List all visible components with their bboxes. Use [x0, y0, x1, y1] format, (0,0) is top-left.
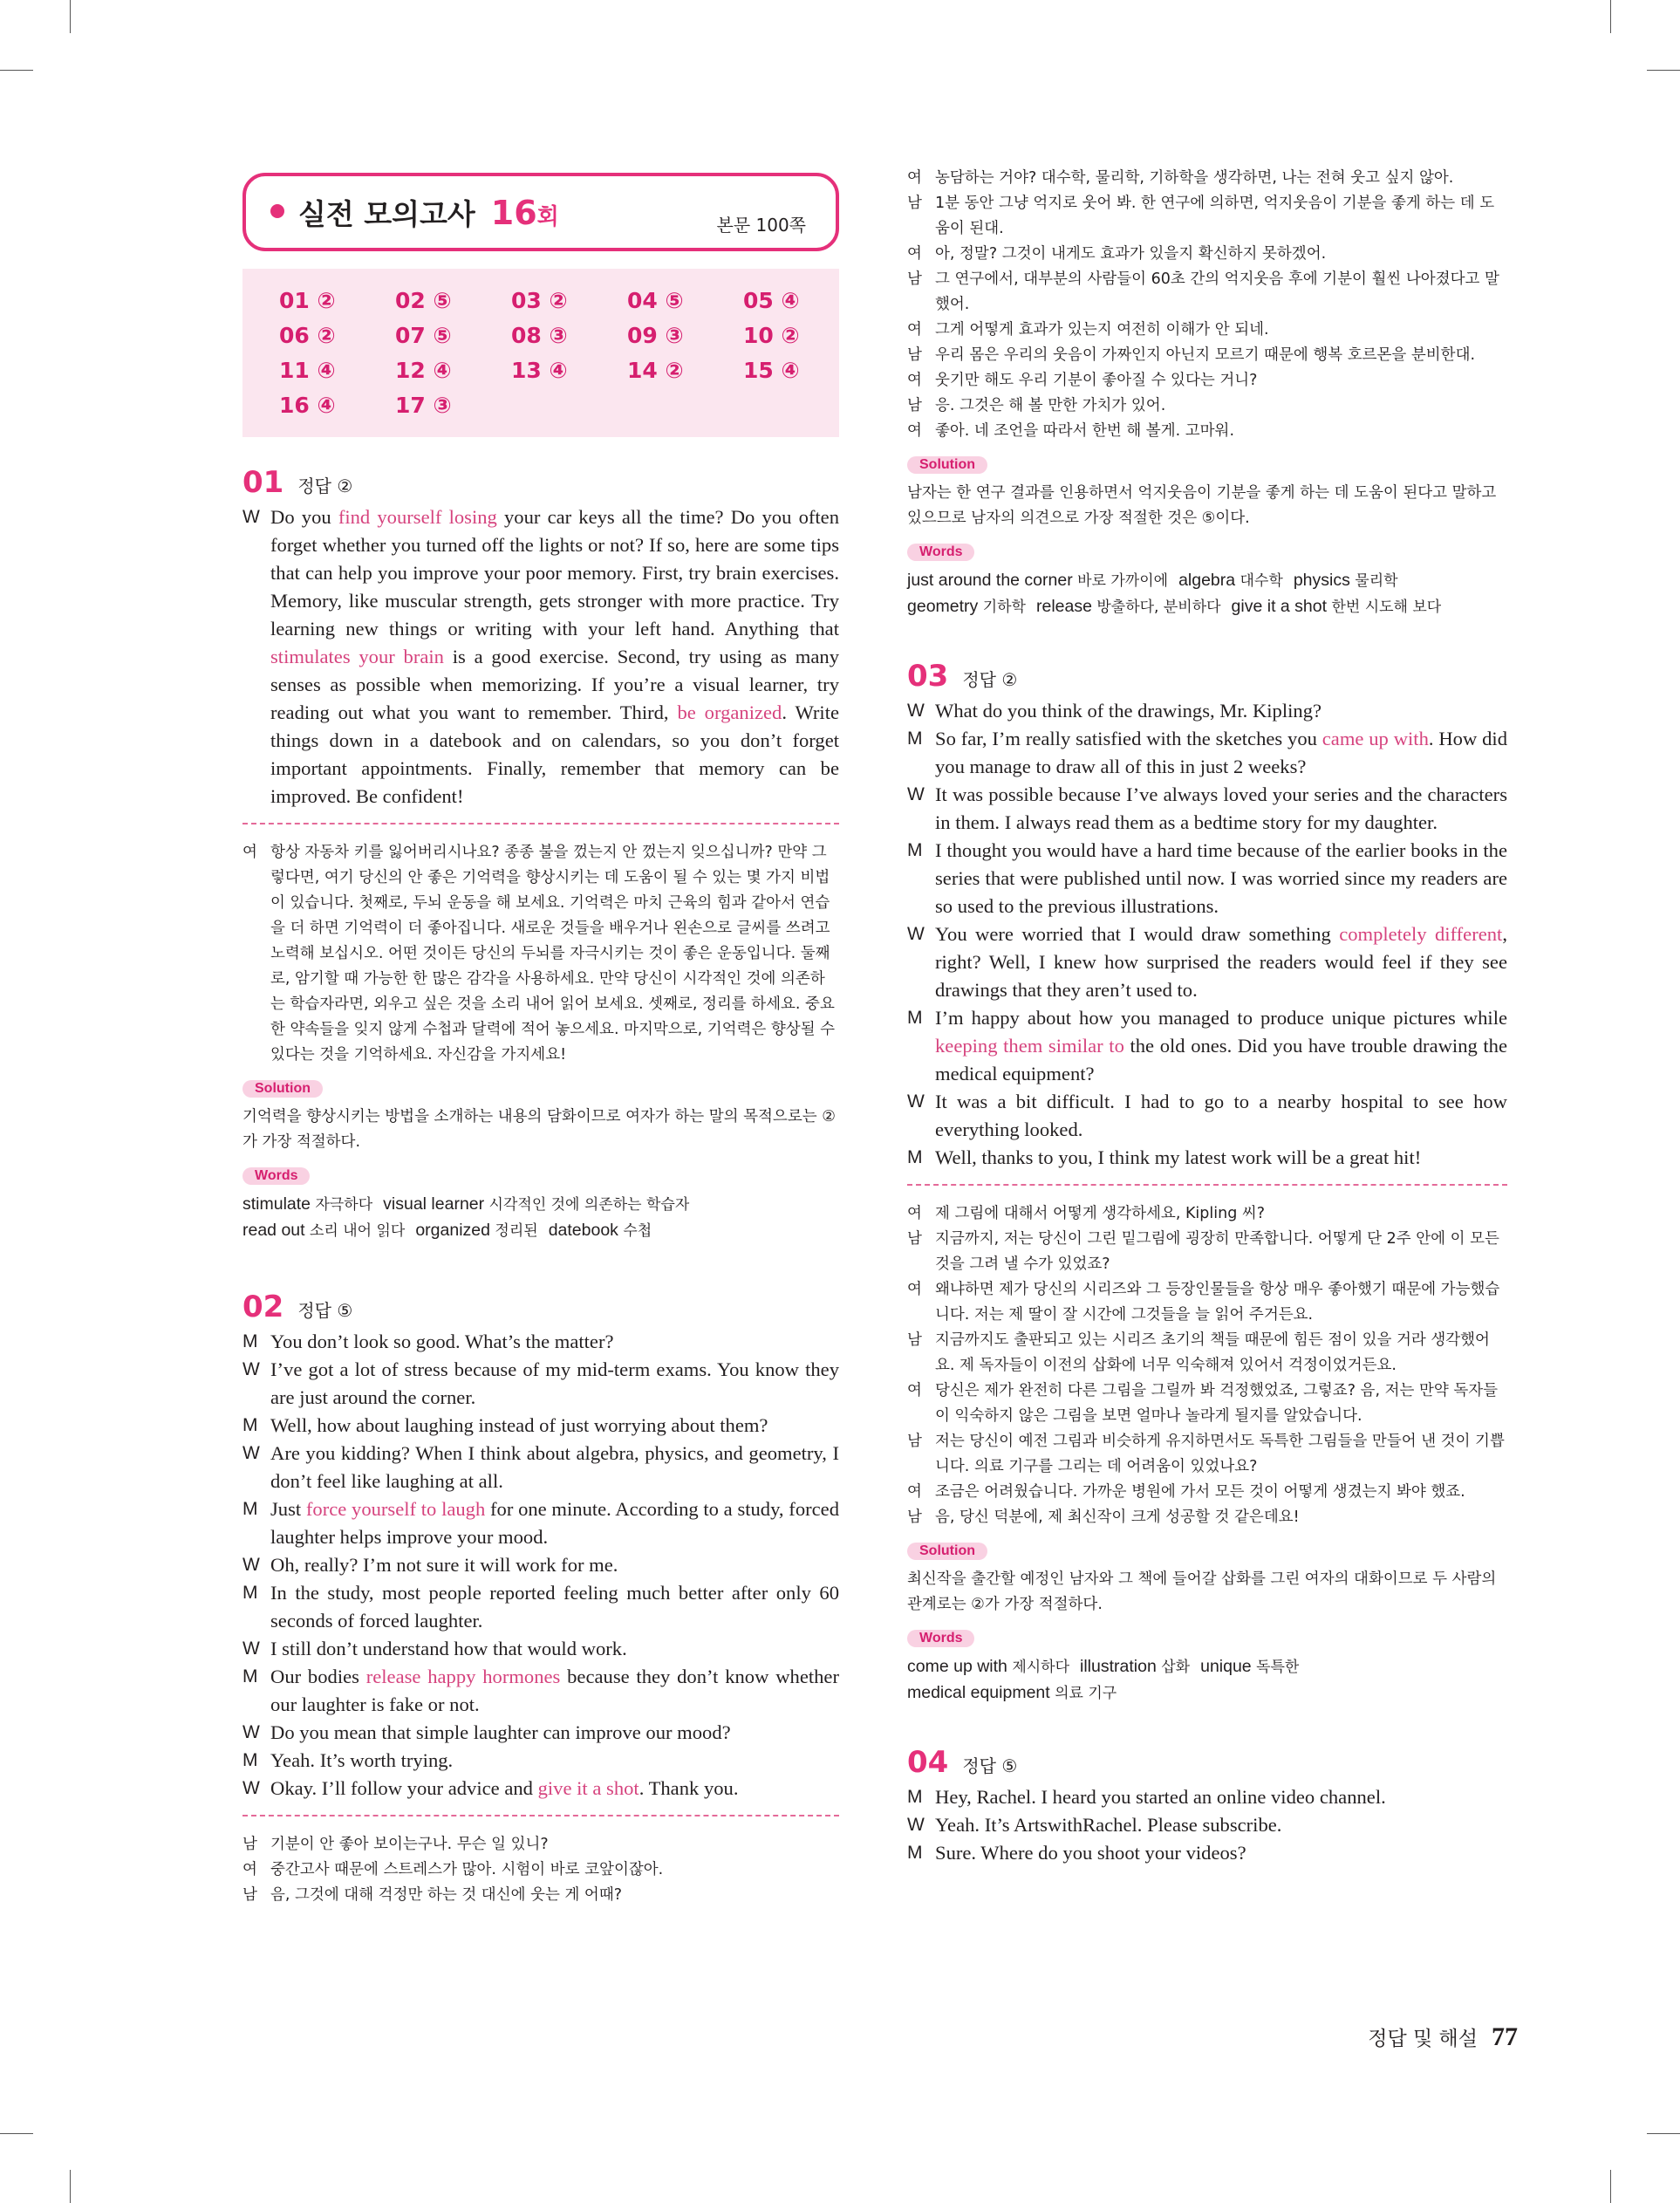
- dialogue-script: [907, 1783, 1507, 1867]
- speaker-tag: 남: [907, 1509, 922, 1526]
- translation-line: [907, 1201, 1507, 1227]
- translation-text: 당신은 제가 완전히 다른 그림을 그릴까 봐 걱정했었죠, 그렇죠? 음, 저는 만약 독자들이 익숙하지 않은 그림을 보면 얼마나 놀라게 될지를 알았습니다.: [935, 1382, 1499, 1425]
- speaker-tag: 남: [242, 1886, 257, 1904]
- crop-mark: [70, 0, 71, 33]
- answer-item: 13 ④: [511, 358, 568, 383]
- crop-mark: [1647, 2133, 1680, 2134]
- word-english: medical equipment: [907, 1683, 1055, 1702]
- translation-line: [907, 419, 1507, 444]
- translation-line: [907, 1480, 1507, 1505]
- word-korean: 한번 시도해 보다: [1331, 599, 1442, 616]
- speaker-tag: M: [907, 1147, 923, 1167]
- translation-line: [907, 1227, 1507, 1277]
- text-run: Well, how about laughing instead of just worrying about them?: [270, 1414, 768, 1436]
- words-row: [907, 568, 1507, 594]
- translation-line: [907, 368, 1507, 393]
- translation-text: 그 연구에서, 대부분의 사람들이 60초 간의 억지웃음 후에 기분이 훨씬 나아졌다고 말했어.: [935, 270, 1499, 313]
- test-header: [242, 173, 839, 251]
- text-run: In the study, most people reported feeling much better after only 60 seconds of forced laughter.: [270, 1582, 839, 1632]
- speaker-tag: M: [242, 1415, 258, 1435]
- highlighted-phrase: find yourself losing: [338, 506, 497, 528]
- words-row: [242, 1218, 839, 1244]
- answer-item: 01 ②: [279, 288, 336, 313]
- question-header-01: [242, 465, 839, 503]
- word-english: give it a shot: [1231, 597, 1332, 616]
- script-line: [907, 1004, 1507, 1088]
- speaker-tag: 남: [907, 1331, 922, 1349]
- answer-item: 07 ⑤: [395, 323, 452, 348]
- speaker-tag: W: [242, 1443, 260, 1463]
- speaker-tag: W: [242, 1778, 260, 1798]
- speaker-tag: W: [242, 1555, 260, 1575]
- script-line: [242, 1747, 839, 1775]
- word-korean: 시각적인 것에 의존하는 학습자: [488, 1196, 690, 1214]
- text-run: You were worried that I would draw something: [935, 923, 1340, 945]
- answer-item: 17 ③: [395, 393, 452, 418]
- speaker-tag: 여: [242, 844, 257, 861]
- script-line: [907, 1783, 1507, 1811]
- word-english: come up with: [907, 1657, 1013, 1676]
- answer-item: 16 ④: [279, 393, 336, 418]
- page-footer: [1343, 2022, 1518, 2052]
- speaker-tag: 남: [907, 270, 922, 288]
- answer-item: 11 ④: [279, 358, 336, 383]
- answer-item: 06 ②: [279, 323, 336, 348]
- script-line: [907, 697, 1507, 725]
- crop-mark: [0, 70, 33, 71]
- dialogue-script: [907, 697, 1507, 1172]
- question-number: 03: [907, 659, 949, 694]
- script-line: [242, 1635, 839, 1663]
- translation-line: [242, 1883, 839, 1908]
- speaker-tag: 여: [907, 1205, 922, 1222]
- speaker-tag: W: [242, 1359, 260, 1379]
- answer-item: 10 ②: [743, 323, 800, 348]
- speaker-tag: 남: [907, 1230, 922, 1248]
- script-line: [242, 1579, 839, 1635]
- text-run: is a good exercise. Second, try using as many senses as possible when memorizing. If you’re a visual learner, try reading out what you want to remember. Third,: [270, 646, 839, 723]
- script-line: [242, 1663, 839, 1719]
- korean-translation: [242, 1832, 839, 1908]
- words-row: [907, 594, 1507, 620]
- text-run: Yeah. It’s worth trying.: [270, 1749, 454, 1771]
- script-line: [242, 503, 839, 811]
- translation-text: 제 그림에 대해서 어떻게 생각하세요, Kipling 씨?: [935, 1205, 1266, 1222]
- answer-item: 14 ②: [627, 358, 684, 383]
- translation-line: [907, 1429, 1507, 1480]
- question-number: 02: [242, 1290, 284, 1324]
- text-run: Well, thanks to you, I think my latest work will be a great hit!: [935, 1146, 1422, 1168]
- translation-text: 1분 동안 그냥 억지로 웃어 봐. 한 연구에 의하면, 억지웃음이 기분을 좋게 하는 데 도움이 된대.: [935, 195, 1495, 237]
- word-korean: 소리 내어 읽다: [309, 1222, 406, 1240]
- translation-line: [242, 1832, 839, 1857]
- text-run: I still don’t understand how that would work.: [270, 1638, 627, 1659]
- speaker-tag: M: [242, 1666, 258, 1686]
- answer-item: 03 ②: [511, 288, 568, 313]
- speaker-tag: 남: [907, 195, 922, 212]
- text-run: I’ve got a lot of stress because of my mid-term exams. You know they are just around the corner.: [270, 1358, 839, 1408]
- highlighted-phrase: force yourself to laugh: [305, 1498, 486, 1520]
- question-header-04: [907, 1745, 1507, 1783]
- translation-line: [907, 1277, 1507, 1328]
- words-badge: Words: [242, 1167, 310, 1185]
- speaker-tag: M: [907, 1008, 923, 1028]
- text-run: Hey, Rachel. I heard you started an online video channel.: [935, 1786, 1386, 1808]
- translation-text: 웃기만 해도 우리 기분이 좋아질 수 있다는 거니?: [935, 372, 1258, 389]
- script-line: [907, 725, 1507, 781]
- text-run: So far, I’m really satisfied with the sketches you: [935, 728, 1322, 749]
- script-line: [242, 1495, 839, 1551]
- script-line: [242, 1328, 839, 1356]
- highlighted-phrase: be organized: [677, 701, 782, 723]
- translation-line: [907, 166, 1507, 191]
- script-line: [242, 1775, 839, 1803]
- translation-text: 농담하는 거야? 대수학, 물리학, 기하학을 생각하면, 나는 전혀 웃고 싶지 않아.: [935, 169, 1454, 187]
- translation-text: 기분이 안 좋아 보이는구나. 무슨 일 있니?: [270, 1836, 549, 1853]
- divider: [242, 1815, 839, 1816]
- page-number: 77: [1492, 2022, 1518, 2051]
- text-run: , right? Well, I knew how surprised the readers would feel if they see drawings that they aren’t used to.: [935, 923, 1507, 1001]
- solution-badge: Solution: [242, 1080, 323, 1098]
- translation-line: [907, 343, 1507, 368]
- answer-label: 정답 ②: [962, 669, 1018, 690]
- word-korean: 의료 기구: [1055, 1685, 1117, 1702]
- crop-mark: [0, 2133, 33, 2134]
- question-header-03: [907, 659, 1507, 697]
- script-line: [907, 837, 1507, 920]
- answer-item: 04 ⑤: [627, 288, 684, 313]
- text-run: I’m happy about how you managed to produce unique pictures while: [935, 1007, 1507, 1029]
- translation-text: 음, 당신 덕분에, 제 최신작이 크게 성공할 것 같은데요!: [935, 1509, 1300, 1526]
- speaker-tag: W: [907, 1815, 925, 1835]
- answer-label: 정답 ⑤: [297, 1300, 353, 1321]
- word-korean: 삽화: [1161, 1659, 1191, 1676]
- answer-item: 12 ④: [395, 358, 452, 383]
- word-korean: 기하학: [982, 599, 1026, 616]
- korean-translation: [907, 1201, 1507, 1530]
- translation-line: [907, 393, 1507, 419]
- speaker-tag: W: [242, 1639, 260, 1659]
- translation-line: [907, 1328, 1507, 1379]
- text-run: Sure. Where do you shoot your videos?: [935, 1842, 1246, 1864]
- answer-item: 02 ⑤: [395, 288, 452, 313]
- crop-mark: [70, 2170, 71, 2203]
- word-english: read out: [242, 1221, 310, 1240]
- translation-line: [242, 840, 839, 1068]
- word-korean: 독특한: [1256, 1659, 1300, 1676]
- script-line: [242, 1440, 839, 1495]
- word-korean: 방출하다, 분비하다: [1096, 599, 1221, 616]
- text-run: It was a bit difficult. I had to go to a nearby hospital to see how everything looked.: [935, 1091, 1507, 1140]
- text-run: your car keys all the time? Do you often forget whether you turned off the lights or not? If so, here are some tips that can help you improve your poor memory. First, try brain exercises. Memory, like muscular strength, gets stronger with more practice. Try learning new things or writing with your left hand. Anything that: [270, 506, 839, 640]
- speaker-tag: M: [242, 1583, 258, 1603]
- page-reference: 본문 100쪽: [716, 215, 806, 236]
- crop-mark: [1610, 0, 1611, 33]
- text-run: Do you: [270, 506, 338, 528]
- dialogue-script: [242, 1328, 839, 1803]
- translation-line: [242, 1857, 839, 1883]
- solution-text: 남자는 한 연구 결과를 인용하면서 억지웃음이 기분을 좋게 하는 데 도움이 된다고 말하고 있으므로 남자의 의견으로 가장 적절한 것은 ⑤이다.: [907, 484, 1497, 527]
- highlighted-phrase: keeping them similar to: [935, 1035, 1124, 1057]
- text-run: because they don’t know whether our laughter is fake or not.: [270, 1666, 839, 1715]
- text-run: . Thank you.: [639, 1777, 739, 1799]
- text-run: What do you think of the drawings, Mr. Kipling?: [935, 700, 1322, 722]
- script-line: [907, 920, 1507, 1004]
- translation-line: [907, 1505, 1507, 1530]
- translation-text: 응. 그것은 해 볼 만한 가치가 있어.: [935, 397, 1166, 414]
- translation-line: [907, 267, 1507, 318]
- text-run: It was possible because I’ve always loved your series and the characters in them. I always read them as a bedtime story for my daughter.: [935, 783, 1507, 833]
- speaker-tag: W: [907, 701, 925, 721]
- word-english: illustration: [1080, 1657, 1162, 1676]
- script-line: [907, 1088, 1507, 1144]
- speaker-tag: 여: [907, 372, 922, 389]
- korean-translation: [242, 840, 839, 1068]
- speaker-tag: M: [242, 1750, 258, 1770]
- solution-badge: Solution: [907, 1543, 987, 1560]
- divider: [242, 823, 839, 824]
- speaker-tag: W: [907, 924, 925, 944]
- words-list: [907, 1654, 1507, 1707]
- highlighted-phrase: completely different: [1339, 923, 1503, 945]
- translation-text: 조금은 어려웠습니다. 가까운 병원에 가서 모든 것이 어떻게 생겼는지 봐야 했죠.: [935, 1483, 1465, 1501]
- translation-text: 왜냐하면 제가 당신의 시리즈와 그 등장인물들을 항상 매우 좋아했기 때문에 가능했습니다. 저는 제 딸이 잘 시간에 그것들을 늘 읽어 주거든요.: [935, 1281, 1500, 1324]
- highlighted-phrase: stimulates your brain: [270, 646, 444, 667]
- words-row: [242, 1192, 839, 1218]
- translation-line: [907, 191, 1507, 242]
- text-run: Are you kidding? When I think about algebra, physics, and geometry, I don’t feel like laughing at all.: [270, 1442, 839, 1492]
- speaker-tag: M: [242, 1331, 258, 1351]
- text-run: Just: [270, 1498, 306, 1520]
- text-run: I thought you would have a hard time because of the earlier books in the series that were published until now. I was worried since my readers are so used to the previous illustrations.: [935, 839, 1507, 917]
- word-english: just around the corner: [907, 571, 1078, 590]
- word-english: unique: [1200, 1657, 1257, 1676]
- answer-item: 05 ④: [743, 288, 800, 313]
- right-column: [907, 166, 1507, 1867]
- test-title: 실전 모의고사 16회: [298, 194, 559, 232]
- speaker-tag: M: [242, 1499, 258, 1519]
- text-run: Yeah. It’s ArtswithRachel. Please subscribe.: [935, 1814, 1282, 1836]
- speaker-tag: M: [907, 1787, 923, 1807]
- word-english: stimulate: [242, 1194, 316, 1214]
- translation-text: 아, 정말? 그것이 내게도 효과가 있을지 확신하지 못하겠어.: [935, 245, 1327, 263]
- speaker-tag: W: [907, 784, 925, 804]
- translation-line: [907, 242, 1507, 267]
- word-english: visual learner: [383, 1194, 489, 1214]
- crop-mark: [1647, 70, 1680, 71]
- solution-text: 기억력을 향상시키는 방법을 소개하는 내용의 담화이므로 여자가 하는 말의 목적으로는 ②가 가장 적절하다.: [242, 1108, 836, 1151]
- speaker-tag: W: [242, 1722, 260, 1742]
- words-badge: Words: [907, 1630, 974, 1647]
- words-list: [242, 1192, 839, 1244]
- translation-text: 그게 어떻게 효과가 있는지 여전히 이해가 안 되네.: [935, 321, 1269, 339]
- script-line: [242, 1551, 839, 1579]
- highlighted-phrase: give it a shot: [537, 1777, 639, 1799]
- question-number: 01: [242, 465, 284, 500]
- text-run: Our bodies: [270, 1666, 366, 1687]
- speaker-tag: 남: [907, 1433, 922, 1450]
- speaker-tag: 여: [907, 1382, 922, 1399]
- script-line: [907, 781, 1507, 837]
- script-text: [270, 506, 839, 807]
- speaker-tag: 여: [907, 422, 922, 440]
- translation-text: 음, 그것에 대해 걱정만 하는 것 대신에 웃는 게 어때?: [270, 1886, 623, 1904]
- speaker-tag: W: [242, 507, 260, 527]
- speaker-tag: 여: [907, 321, 922, 339]
- translation-text: 지금까지, 저는 당신이 그린 밑그림에 굉장히 만족합니다. 어떻게 단 2주 안에 이 모든 것을 그려 낼 수가 있었죠?: [935, 1230, 1499, 1273]
- speaker-tag: 여: [907, 169, 922, 187]
- word-korean: 물리학: [1355, 572, 1398, 590]
- translation-line: [907, 1379, 1507, 1429]
- answer-key-grid: [242, 269, 839, 437]
- highlighted-phrase: release happy hormones: [365, 1666, 561, 1687]
- speaker-tag: 여: [907, 245, 922, 263]
- translation-text: 저는 당신이 예전 그림과 비슷하게 유지하면서도 독특한 그림들을 만들어 낸 것이 기쁩니다. 의료 기구를 그리는 데 어려움이 있었나요?: [935, 1433, 1505, 1475]
- solution-badge: Solution: [907, 456, 987, 474]
- answer-item: 08 ③: [511, 323, 568, 348]
- speaker-tag: M: [907, 729, 923, 749]
- crop-mark: [1610, 2170, 1611, 2203]
- answer-item: 09 ③: [627, 323, 684, 348]
- footer-label: 정답 및 해설: [1368, 2028, 1478, 2050]
- word-korean: 자극하다: [315, 1196, 373, 1214]
- script-line: [242, 1412, 839, 1440]
- speaker-tag: 남: [907, 346, 922, 364]
- script-line: [242, 1719, 839, 1747]
- translation-text: 중간고사 때문에 스트레스가 많아. 시험이 바로 코앞이잖아.: [270, 1861, 664, 1878]
- translation-line: [907, 318, 1507, 343]
- question-number: 04: [907, 1745, 949, 1780]
- word-english: physics: [1293, 571, 1356, 590]
- answer-label: 정답 ⑤: [962, 1755, 1018, 1776]
- text-run: You don’t look so good. What’s the matter?: [270, 1331, 614, 1352]
- text-run: Okay. I’ll follow your advice and: [270, 1777, 538, 1799]
- translation-text: 지금까지도 출판되고 있는 시리즈 초기의 책들 때문에 힘든 점이 있을 거라 생각했어요. 제 독자들이 이전의 삽화에 너무 익숙해져 있어서 걱정이었거든요.: [935, 1331, 1490, 1374]
- text-run: Oh, really? I’m not sure it will work for me.: [270, 1554, 618, 1576]
- translation-text: 우리 몸은 우리의 웃음이 가짜인지 아닌지 모르기 때문에 행복 호르몬을 분비한대.: [935, 346, 1476, 364]
- word-english: organized: [415, 1221, 495, 1240]
- speaker-tag: M: [907, 1843, 923, 1863]
- solution-text: 최신작을 출간할 예정인 남자와 그 책에 들어갈 삽화를 그린 여자의 대화이므로 두 사람의 관계로는 ②가 가장 적절하다.: [907, 1570, 1497, 1613]
- script-line: [907, 1839, 1507, 1867]
- answer-label: 정답 ②: [297, 475, 353, 496]
- word-korean: 대수학: [1240, 572, 1283, 590]
- answer-item: 15 ④: [743, 358, 800, 383]
- speaker-tag: 여: [242, 1861, 257, 1878]
- text-run: . Write things down in a datebook and on calendars, so you don’t forget important appointments. Finally, remember that memory can be improved. Be confident!: [270, 701, 839, 807]
- text-run: Do you mean that simple laughter can improve our mood?: [270, 1721, 731, 1743]
- text-run: . How did you manage to draw all of this in just 2 weeks?: [935, 728, 1507, 777]
- translation-text: 좋아. 네 조언을 따라서 한번 해 볼게. 고마워.: [935, 422, 1235, 440]
- word-korean: 제시하다: [1012, 1659, 1070, 1676]
- text-run: for one minute. According to a study, forced laughter helps improve your mood.: [270, 1498, 840, 1548]
- word-korean: 정리된: [495, 1222, 538, 1240]
- speaker-tag: 남: [242, 1836, 257, 1853]
- word-english: geometry: [907, 597, 983, 616]
- left-column: [242, 166, 839, 1908]
- test-number-suffix: 회: [536, 204, 559, 230]
- monologue-script: [242, 503, 839, 811]
- speaker-tag: M: [907, 840, 923, 860]
- word-english: algebra: [1178, 571, 1240, 590]
- bullet-dot-icon: [270, 204, 284, 218]
- word-korean: 바로 가까이에: [1077, 572, 1169, 590]
- translation-text: 항상 자동차 키를 잃어버리시나요? 종종 불을 껐는지 안 껐는지 잊으십니까? 만약 그렇다면, 여기 당신의 안 좋은 기억력을 향상시키는 데 도움이 될 수 있는 몇 가지 비법이 있습니다. 첫째로, 두뇌 운동을 해 보세요. 기억력은 마치 근육의 힘과 같아서 연습을 더 하면 기억력이 더 좋아집니다. 새로운 것들을 배우거나 왼손으로 글씨를 쓰려고 노력해 보십시오. 어떤 것이든 당신의 두뇌를 자극시키는 것이 좋은 운동입니다. 둘째로, 암기할 때 가능한 한 많은 감각을 사용하세요. 만약 당신이 시각적인 것에 의존하는 학습자라면, 외우고 싶은 것을 소리 내어 읽어 보세요. 셋째로, 정리를 하세요. 중요한 약속들을 잊지 않게 수첩과 달력에 적어 놓으세요. 마지막으로, 기억력은 향상될 수 있다는 것을 기억하세요. 자신감을 가지세요!: [270, 844, 836, 1064]
- speaker-tag: 여: [907, 1483, 922, 1501]
- korean-translation-continued: [907, 166, 1507, 444]
- word-english: datebook: [548, 1221, 624, 1240]
- test-number: 16: [490, 194, 537, 232]
- divider: [907, 1184, 1507, 1186]
- highlighted-phrase: came up with: [1321, 728, 1429, 749]
- words-row: [907, 1654, 1507, 1680]
- words-row: [907, 1680, 1507, 1707]
- speaker-tag: W: [907, 1091, 925, 1112]
- word-korean: 수첩: [623, 1222, 652, 1240]
- text-run: the old ones. Did you have trouble drawing the medical equipment?: [935, 1035, 1507, 1084]
- script-line: [907, 1811, 1507, 1839]
- word-english: release: [1035, 597, 1097, 616]
- question-header-02: [242, 1290, 839, 1328]
- script-line: [907, 1144, 1507, 1172]
- speaker-tag: 여: [907, 1281, 922, 1298]
- speaker-tag: 남: [907, 397, 922, 414]
- words-list: [907, 568, 1507, 620]
- script-line: [242, 1356, 839, 1412]
- words-badge: Words: [907, 544, 974, 561]
